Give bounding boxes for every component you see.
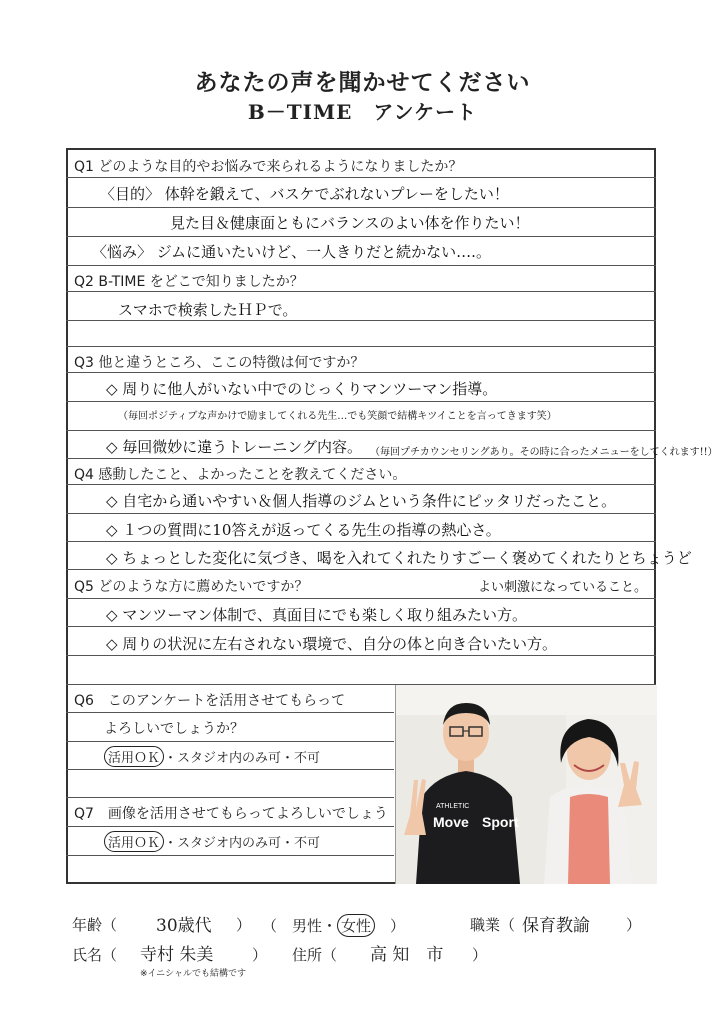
initials-note: ※イニシャルでも結構です	[140, 969, 247, 979]
rule	[66, 484, 656, 485]
rule	[66, 541, 656, 542]
age-value: 30歳代	[156, 916, 212, 936]
q2-label: Q2 B-TIME をどこで知りましたか？	[74, 274, 304, 290]
job-label: 職業（	[470, 916, 516, 934]
rule	[66, 291, 656, 292]
customer-photo	[395, 685, 657, 884]
page-title: あなたの声を聞かせてください	[194, 70, 531, 96]
q7-label: Q7 画像を活用させてもらってよろしいでしょう	[74, 806, 388, 822]
q3-answer-3: ◇ 毎回微妙に違うトレーニング内容。	[106, 438, 363, 456]
rule	[66, 177, 656, 178]
rule	[66, 372, 656, 373]
rule	[66, 569, 656, 570]
page-subtitle: B－TIME アンケート	[247, 100, 478, 124]
q5-answer-1: ◇ マンツーマン体制で、真面目にでも楽しく取り組みたい方。	[106, 606, 528, 624]
q1-label: Q1 どのような目的やお悩みで来られるようになりましたか？	[74, 159, 463, 175]
q7-option-selected[interactable]: 活用ＯＫ	[104, 831, 164, 852]
rule	[66, 797, 394, 798]
q7-option-rest: ・スタジオ内のみ可・不可	[164, 836, 321, 851]
rule	[66, 855, 394, 856]
q6-option-selected[interactable]: 活用ＯＫ	[104, 746, 164, 767]
q5-label: Q5 どのような方に薦めたいですか？	[74, 579, 309, 595]
address-label: 住所（	[292, 946, 338, 964]
rule	[66, 401, 656, 402]
q3-answer-2: （毎回ポジティブな声かけで励ましてくれる先生…でも笑顔で結構キツイことを言ってきます笑）	[118, 411, 557, 422]
age-label: 年齢（	[72, 916, 118, 934]
q4-answer-2: ◇ １つの質問に10答えが返ってくる先生の指導の熱心さ。	[106, 521, 501, 539]
q3-answer-1: ◇ 周りに他人がいない中でのじっくりマンツーマン指導。	[106, 380, 498, 398]
job-value: 保育教諭	[522, 916, 590, 936]
address-close: ）	[472, 946, 488, 964]
q7-options	[104, 831, 320, 852]
q2-answer-1: スマホで検索したＨＰで。	[118, 301, 298, 319]
shirt-logo-top: ATHLETIC	[436, 803, 470, 810]
rule	[66, 626, 656, 627]
photo-illustration	[396, 685, 657, 884]
job-close: ）	[626, 916, 642, 934]
rule	[66, 346, 656, 347]
q6-option-rest: ・スタジオ内のみ可・不可	[164, 751, 321, 766]
q6-label-2: よろしいでしょうか？	[104, 721, 244, 737]
rule	[66, 769, 394, 770]
rule	[66, 265, 656, 266]
rule	[66, 236, 656, 237]
rule	[66, 320, 656, 321]
rule	[66, 741, 394, 742]
q1-answer-2: 見た目＆健康面ともにバランスのよい体を作りたい！	[170, 214, 530, 232]
q1-answer-3: 〈悩み〉 ジムに通いたいけど、一人きりだと続かない….。	[92, 243, 491, 261]
q4-label: Q4 感動したこと、よかったことを教えてください。	[74, 467, 407, 483]
rule	[66, 655, 656, 656]
name-value: 寺村 朱美	[140, 945, 214, 965]
q4-answer-4: よい刺激になっていること。	[478, 580, 648, 595]
gender-selected[interactable]: 女性	[337, 914, 375, 937]
rule	[66, 207, 656, 208]
q3-answer-4: （毎回プチカウンセリングあり。その時に合ったメニューをしてくれます!!）	[370, 447, 718, 458]
age-close: ）	[236, 916, 252, 934]
rule	[66, 712, 394, 713]
q3-label: Q3 他と違うところ、ここの特徴は何ですか？	[74, 355, 365, 371]
q1-answer-1: 〈目的〉 体幹を鍛えて、バスケでぶれないプレーをしたい！	[100, 185, 509, 203]
rule	[66, 513, 656, 514]
gender-open: （ 男性・	[262, 917, 338, 935]
q5-answer-2: ◇ 周りの状況に左右されない環境で、自分の体と向き合いたい方。	[106, 635, 558, 653]
gender-close: ）	[375, 917, 406, 935]
q6-options	[104, 746, 320, 767]
rule	[66, 826, 394, 827]
q4-answer-1: ◇ 自宅から通いやすい＆個人指導のジムという条件にピッタリだったこと。	[106, 492, 617, 510]
q6-label-1: Q6 このアンケートを活用させてもらって	[74, 693, 346, 709]
name-close: ）	[252, 946, 268, 964]
name-label: 氏名（	[72, 946, 118, 964]
address-value: 高 知 市	[370, 945, 444, 965]
q4-answer-3: ◇ ちょっとした変化に気づき、喝を入れてくれたりすごーく褒めてくれたりとちょうど	[106, 549, 692, 567]
shirt-move-text: Move	[433, 814, 469, 830]
rule	[66, 598, 656, 599]
rule	[66, 430, 656, 431]
gender-field	[262, 914, 405, 937]
rule	[66, 458, 656, 459]
shirt-sport-text: Sport	[482, 814, 519, 830]
